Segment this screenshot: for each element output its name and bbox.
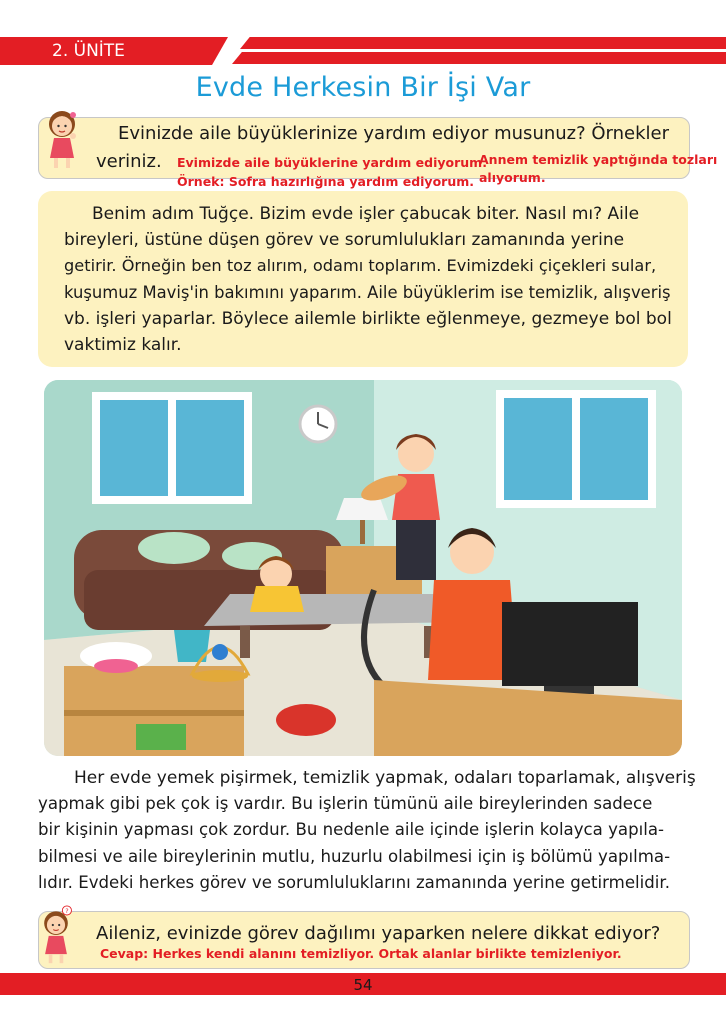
girl-thinking-icon: [40, 106, 84, 172]
page-title: Evde Herkesin Bir İşi Var: [195, 72, 531, 103]
question-1-line-1: Evinizde aile büyüklerinize yardım ediyor musunuz? Örnekler: [118, 123, 670, 144]
answer-2: Cevap: Herkes kendi alanını temizliyor. Ortak alanlar birlikte temizleniyor.: [100, 946, 622, 961]
answer-1b-line-1: Annem temizlik yaptığında tozları: [479, 152, 718, 167]
question-1-line-2: veriniz.: [96, 151, 162, 172]
reading-line-4: kuşumuz Maviş'in bakımını yaparım. Aile büyüklerim ise temizlik, alışveriş: [64, 282, 671, 302]
header-band: [0, 37, 726, 65]
question-2-text: Aileniz, evinizde görev dağılımı yaparken nelere dikkat ediyor?: [96, 923, 661, 944]
family-chores-illustration: [44, 380, 682, 756]
header-stripe-bottom: [232, 52, 726, 64]
reading-line-2: bireyleri, üstüne düşen görev ve sorumlulukları zamanında yerine: [64, 230, 625, 251]
body-line-1: Her evde yemek pişirmek, temizlik yapmak, odaları toparlamak, alışveriş: [74, 768, 696, 788]
answer-1b-line-2: alıyorum.: [479, 170, 546, 185]
reading-line-5: vb. işleri yaparlar. Böylece ailemle birlikte eğlenmeye, gezmeye bol bol: [64, 308, 672, 329]
reading-line-1: Benim adım Tuğçe. Bizim evde işler çabucak biter. Nasıl mı? Aile: [92, 204, 640, 224]
body-line-2: yapmak gibi pek çok iş vardır. Bu işlerin tümünü aile bireylerinden sadece: [38, 794, 653, 814]
page-number: 54: [353, 976, 373, 994]
header-stripe-top: [240, 37, 726, 49]
answer-1a-line-1: Evimizde aile büyüklerine yardım ediyorum.: [177, 155, 487, 170]
girl-question-icon: [36, 904, 76, 966]
body-paragraph: [38, 765, 696, 896]
svg-text:?: ?: [65, 908, 69, 916]
body-line-3: bir kişinin yapması çok zordur. Bu nedenle aile içinde işlerin kolayca yapıla-: [38, 820, 665, 840]
body-line-5: lıdır. Evdeki herkes görev ve sorumluluklarını zamanında yerine getirmelidir.: [38, 872, 670, 892]
answer-1a-line-2: Örnek: Sofra hazırlığına yardım ediyorum.: [177, 174, 474, 189]
unit-label: 2. ÜNİTE: [52, 41, 125, 61]
reading-paragraph: [64, 201, 672, 358]
body-line-4: bilmesi ve aile bireylerinin mutlu, huzurlu olabilmesi için iş bölümü yapılma-: [38, 846, 671, 866]
reading-line-3: getirir. Örneğin ben toz alırım, odamı toplarım. Evimizdeki çiçekleri sular,: [64, 256, 657, 276]
reading-line-6: vaktimiz kalır.: [64, 335, 182, 356]
